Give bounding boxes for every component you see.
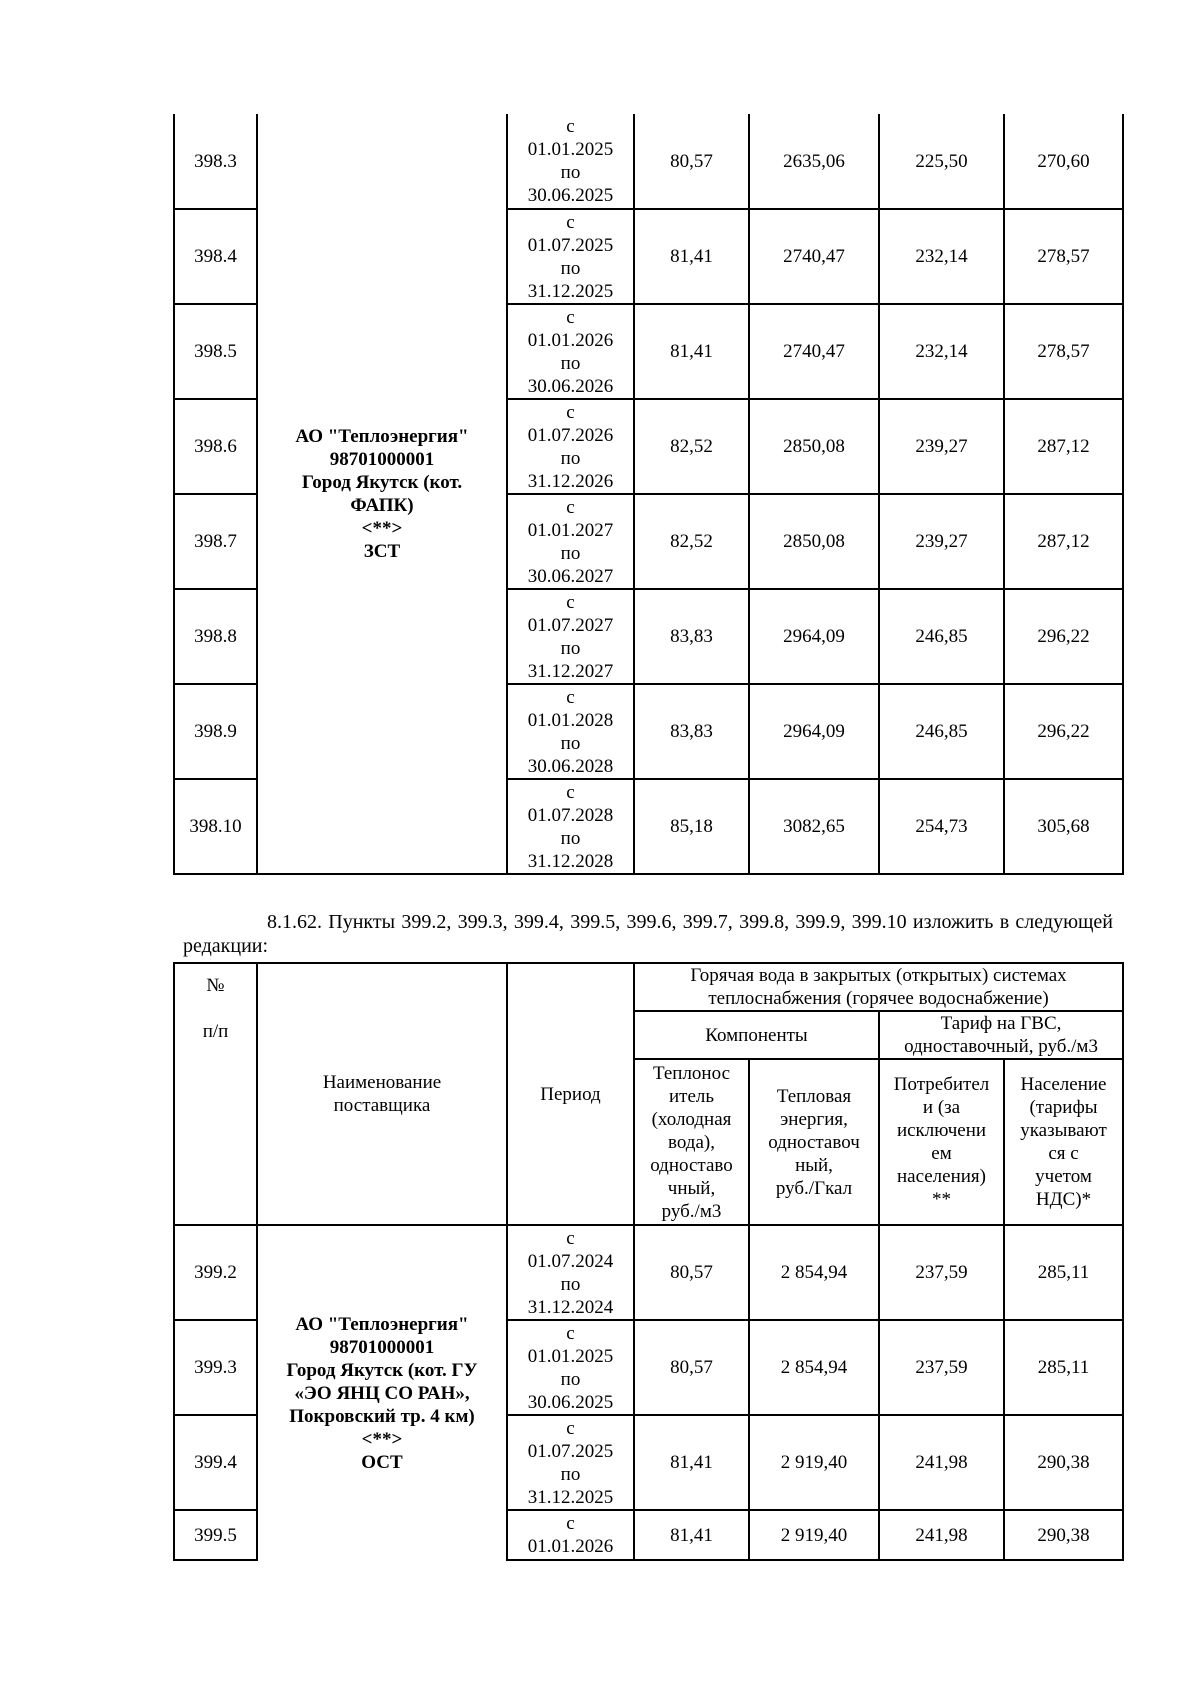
population-tariff: 290,38: [1004, 1510, 1123, 1560]
table-row: [174, 1225, 1123, 1320]
consumer-tariff: 232,14: [879, 209, 1004, 304]
row-number: 398.7: [174, 494, 257, 589]
coolant-tariff: 83,83: [634, 589, 749, 684]
consumer-tariff: 232,14: [879, 304, 1004, 399]
supplier-name: АО "Теплоэнергия" 98701000001 Город Якутск (кот. ФАПК) <**> ЗСТ: [257, 114, 507, 874]
table-row: [174, 114, 1123, 209]
population-tariff: 296,22: [1004, 684, 1123, 779]
header-consumers: Потребител и (за исключени ем населения) **: [879, 1059, 1004, 1225]
coolant-tariff: 80,57: [634, 114, 749, 209]
coolant-tariff: 80,57: [634, 1225, 749, 1320]
heat-energy-tariff: 2740,47: [749, 209, 879, 304]
population-tariff: 305,68: [1004, 779, 1123, 874]
coolant-tariff: 82,52: [634, 399, 749, 494]
population-tariff: 285,11: [1004, 1225, 1123, 1320]
period-cell: с 01.07.2025 по 31.12.2025: [507, 1415, 634, 1510]
consumer-tariff: 241,98: [879, 1510, 1004, 1560]
period-cell: с 01.07.2028 по 31.12.2028: [507, 779, 634, 874]
row-number: 398.8: [174, 589, 257, 684]
heat-energy-tariff: 3082,65: [749, 779, 879, 874]
row-number: 399.3: [174, 1320, 257, 1415]
consumer-tariff: 239,27: [879, 399, 1004, 494]
period-cell: с 01.07.2025 по 31.12.2025: [507, 209, 634, 304]
tariff-table-399: [173, 962, 1124, 1561]
row-number: 398.4: [174, 209, 257, 304]
heat-energy-tariff: 2 854,94: [749, 1320, 879, 1415]
consumer-tariff: 246,85: [879, 589, 1004, 684]
heat-energy-tariff: 2 854,94: [749, 1225, 879, 1320]
heat-energy-tariff: 2 919,40: [749, 1415, 879, 1510]
header-tariff: Тариф на ГВС, одноставочный, руб./м3: [879, 1011, 1123, 1059]
period-cell: с 01.01.2026 по 30.06.2026: [507, 304, 634, 399]
consumer-tariff: 239,27: [879, 494, 1004, 589]
header-number: № п/п: [174, 963, 257, 1225]
coolant-tariff: 82,52: [634, 494, 749, 589]
supplier-name: АО "Теплоэнергия" 98701000001 Город Якутск (кот. ГУ «ЭО ЯНЦ СО РАН», Покровский тр. 4 км) <**> ОСТ: [257, 1225, 507, 1560]
tariff-table-398: [173, 114, 1124, 875]
period-cell: с 01.07.2026 по 31.12.2026: [507, 399, 634, 494]
coolant-tariff: 85,18: [634, 779, 749, 874]
amendment-note: 8.1.62. Пункты 399.2, 399.3, 399.4, 399.5, 399.6, 399.7, 399.8, 399.9, 399.10 изложить в следующей редакции:: [183, 911, 1113, 957]
consumer-tariff: 246,85: [879, 684, 1004, 779]
consumer-tariff: 241,98: [879, 1415, 1004, 1510]
heat-energy-tariff: 2964,09: [749, 684, 879, 779]
heat-energy-tariff: 2 919,40: [749, 1510, 879, 1560]
header-hot-water: Горячая вода в закрытых (открытых) системах теплоснабжения (горячее водоснабжение): [634, 963, 1123, 1011]
population-tariff: 290,38: [1004, 1415, 1123, 1510]
header-period: Период: [507, 963, 634, 1225]
consumer-tariff: 225,50: [879, 114, 1004, 209]
coolant-tariff: 80,57: [634, 1320, 749, 1415]
coolant-tariff: 81,41: [634, 209, 749, 304]
period-cell: с 01.01.2025 по 30.06.2025: [507, 114, 634, 209]
coolant-tariff: 81,41: [634, 304, 749, 399]
coolant-tariff: 81,41: [634, 1510, 749, 1560]
period-cell: с 01.01.2028 по 30.06.2028: [507, 684, 634, 779]
header-heat-energy: Тепловая энергия, одноставоч ный, руб./Гкал: [749, 1059, 879, 1225]
period-cell: с 01.01.2027 по 30.06.2027: [507, 494, 634, 589]
header-components: Компоненты: [634, 1011, 879, 1059]
coolant-tariff: 83,83: [634, 684, 749, 779]
population-tariff: 287,12: [1004, 494, 1123, 589]
header-supplier: Наименование поставщика: [257, 963, 507, 1225]
header-row: [174, 963, 1123, 1011]
consumer-tariff: 237,59: [879, 1225, 1004, 1320]
population-tariff: 270,60: [1004, 114, 1123, 209]
row-number: 398.5: [174, 304, 257, 399]
period-cell: с 01.01.2025 по 30.06.2025: [507, 1320, 634, 1415]
row-number: 398.9: [174, 684, 257, 779]
heat-energy-tariff: 2740,47: [749, 304, 879, 399]
coolant-tariff: 81,41: [634, 1415, 749, 1510]
period-cell: с 01.07.2027 по 31.12.2027: [507, 589, 634, 684]
row-number: 398.10: [174, 779, 257, 874]
consumer-tariff: 254,73: [879, 779, 1004, 874]
population-tariff: 285,11: [1004, 1320, 1123, 1415]
consumer-tariff: 237,59: [879, 1320, 1004, 1415]
population-tariff: 278,57: [1004, 304, 1123, 399]
header-coolant: Теплонос итель (холодная вода), одноставо чный, руб./м3: [634, 1059, 749, 1225]
period-cell: с 01.07.2024 по 31.12.2024: [507, 1225, 634, 1320]
heat-energy-tariff: 2964,09: [749, 589, 879, 684]
header-population: Население (тарифы указывают ся с учетом НДС)*: [1004, 1059, 1123, 1225]
row-number: 398.6: [174, 399, 257, 494]
population-tariff: 296,22: [1004, 589, 1123, 684]
heat-energy-tariff: 2850,08: [749, 399, 879, 494]
row-number: 399.4: [174, 1415, 257, 1510]
row-number: 399.2: [174, 1225, 257, 1320]
heat-energy-tariff: 2635,06: [749, 114, 879, 209]
period-cell: с 01.01.2026: [507, 1510, 634, 1560]
heat-energy-tariff: 2850,08: [749, 494, 879, 589]
population-tariff: 287,12: [1004, 399, 1123, 494]
population-tariff: 278,57: [1004, 209, 1123, 304]
row-number: 398.3: [174, 114, 257, 209]
row-number: 399.5: [174, 1510, 257, 1560]
